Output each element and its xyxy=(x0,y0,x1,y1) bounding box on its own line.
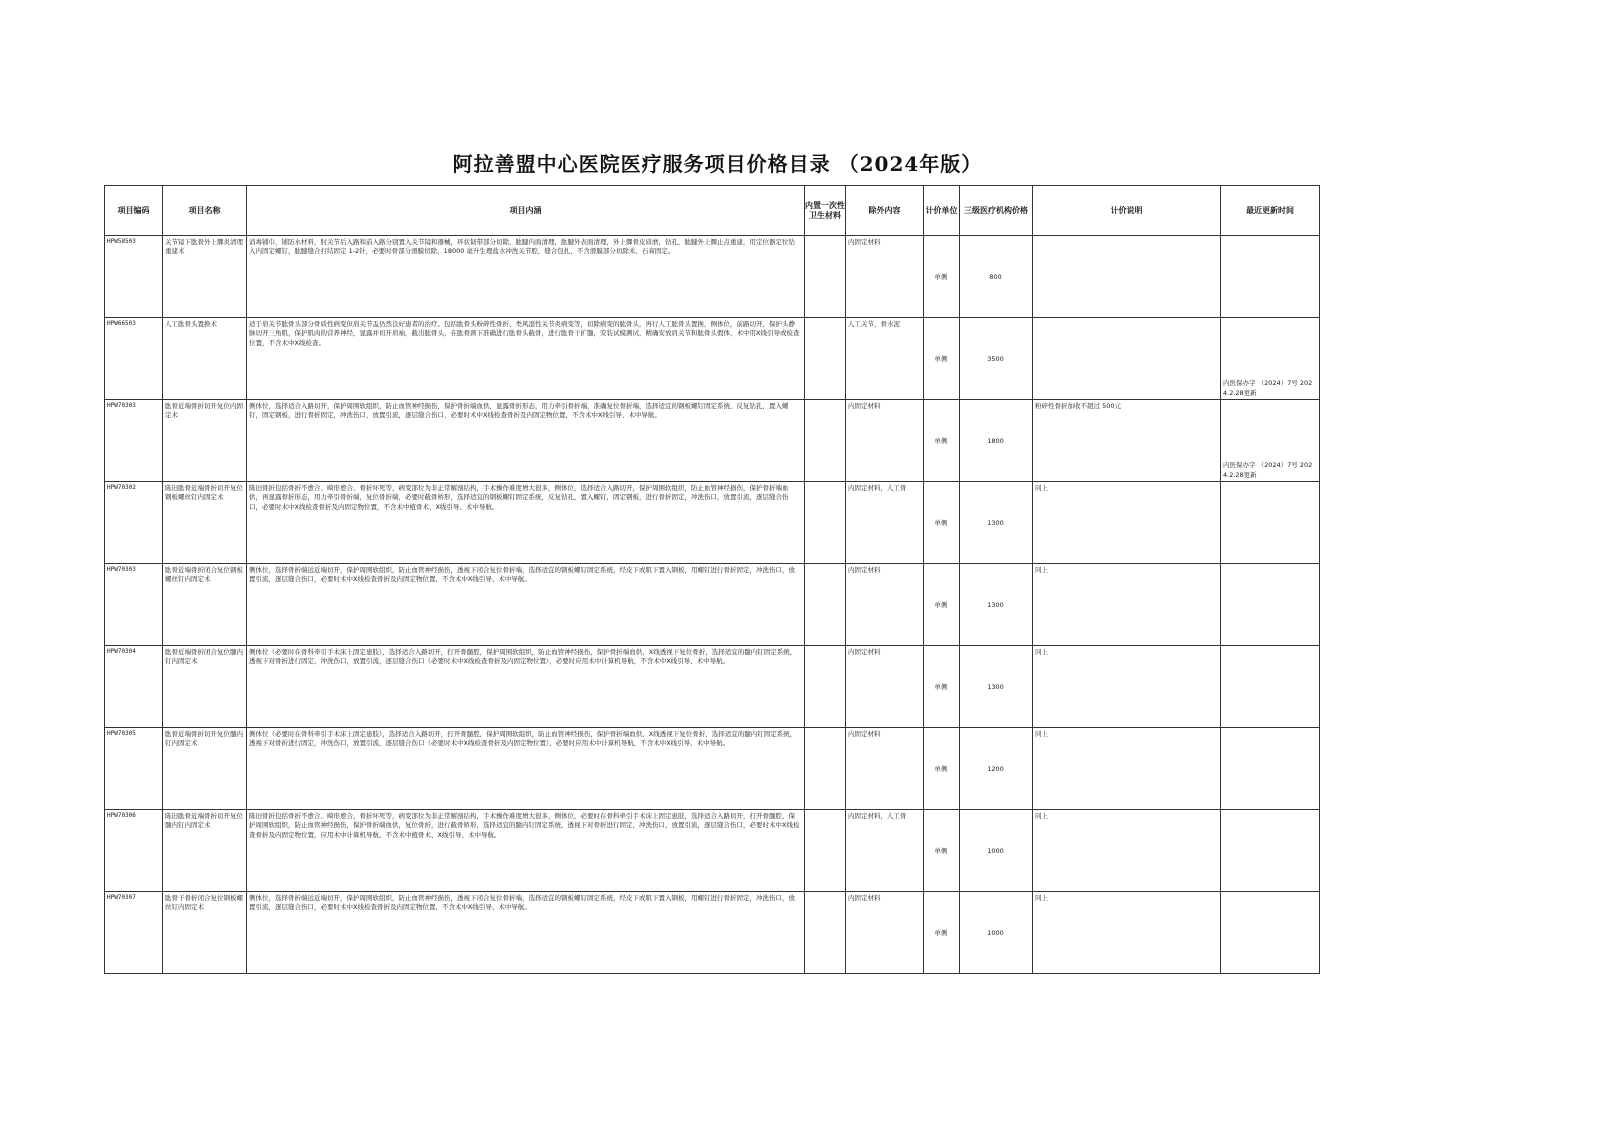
table-row xyxy=(105,892,1320,974)
item-content: 消毒铺巾，铺防水材料，肘关节后入路和前入路分别置入关节镜和器械，环状韧带部分切除，肱腱内面清理，肱腱外表面清理，外上髁骨皮质磨，钻孔，肱腱外上髁止点重建，用定位器定位钻入内固定螺钉，肱腱缝合打结固定 1-2针，必要时骨部分滑膜切除，18000 毫升生理盐水冲洗关节腔，缝合包扎，不含滑膜部分切除术、石膏固定。 xyxy=(247,236,805,318)
item-unit: 单侧 xyxy=(924,318,960,400)
header-code: 项目编码 xyxy=(105,186,163,236)
item-updated xyxy=(1221,236,1320,318)
table-row xyxy=(105,482,1320,564)
header-disposable: 内置一次性卫生材料 xyxy=(805,186,846,236)
item-code: HPW70302 xyxy=(105,482,163,564)
item-note xyxy=(1033,318,1221,400)
item-disposable xyxy=(805,892,846,974)
item-code: HPW70303 xyxy=(105,400,163,482)
item-unit: 单侧 xyxy=(924,728,960,810)
item-updated xyxy=(1221,892,1320,974)
item-updated xyxy=(1221,564,1320,646)
table-row xyxy=(105,236,1320,318)
table-row xyxy=(105,728,1320,810)
item-code: HPW70304 xyxy=(105,646,163,728)
item-name: 肱骨近端骨折切开复位髓内钉内固定术 xyxy=(163,728,247,810)
item-excluded: 内固定材料 xyxy=(846,236,924,318)
item-note: 粉碎性骨折加收不超过 500元 xyxy=(1033,400,1221,482)
item-disposable xyxy=(805,236,846,318)
item-disposable xyxy=(805,318,846,400)
item-content: 适于肩关节肱骨头部分骨质性病变但肩关节盂仍然良好患者的治疗。包括肱骨头粉碎性骨折、类风湿性关节炎病变等，切除病变的肱骨头，再行人工肱骨头置换，侧体位，前路切开，保护头静脉切开三角肌，保护肌肉的营养神经，显露并切开肩袖，截出肱骨头，在肱骨颈下准确进行肱骨头截骨，进行肱骨干扩髓，安装试模测试，精确安放肩关节和肱骨头假体，术中用X线引导或检查位置，不含术中X线检查。 xyxy=(247,318,805,400)
item-note: 同上 xyxy=(1033,646,1221,728)
item-excluded: 内固定材料，人工骨 xyxy=(846,810,924,892)
item-name: 陈旧肱骨近端骨折切开复位钢板螺丝钉内固定术 xyxy=(163,482,247,564)
table-row xyxy=(105,646,1320,728)
header-price: 三级医疗机构价格 xyxy=(960,186,1033,236)
item-unit: 单侧 xyxy=(924,564,960,646)
item-price: 1000 xyxy=(960,892,1033,974)
item-content: 侧体位，选择骨折端远近端切开，保护周围软组织，防止血管神经损伤，透视下闭合复位骨折端，选择适宜的钢板螺钉固定系统，经皮下或肌下置入钢板，用螺钉进行骨折固定，冲洗伤口，放置引流，逐层缝合伤口，必要时术中X线检查骨折及内固定物位置，不含术中X线引导、术中导航。 xyxy=(247,564,805,646)
item-unit: 单侧 xyxy=(924,646,960,728)
item-unit: 单侧 xyxy=(924,400,960,482)
table-row xyxy=(105,318,1320,400)
item-price: 3500 xyxy=(960,318,1033,400)
item-code: HPW70305 xyxy=(105,728,163,810)
item-updated xyxy=(1221,728,1320,810)
item-excluded: 内固定材料 xyxy=(846,646,924,728)
item-excluded: 内固定材料，人工骨 xyxy=(846,482,924,564)
item-code: HPW70306 xyxy=(105,810,163,892)
item-price: 1800 xyxy=(960,400,1033,482)
item-excluded: 人工关节，骨水泥 xyxy=(846,318,924,400)
item-disposable xyxy=(805,482,846,564)
item-price: 1300 xyxy=(960,482,1033,564)
item-note: 同上 xyxy=(1033,482,1221,564)
item-content: 侧体位，选择骨折端远近端切开，保护周围软组织，防止血管神经损伤，透视下闭合复位骨折端，选择适宜的钢板螺钉固定系统，经皮下或肌下置入钢板，用螺钉进行骨折固定，冲洗伤口，放置引流，逐层缝合伤口，必要时术中X线检查骨折及内固定物位置，不含术中X线引导、术中导航。 xyxy=(247,892,805,974)
item-price: 1300 xyxy=(960,646,1033,728)
header-updated: 最近更新时间 xyxy=(1221,186,1320,236)
item-name: 陈旧肱骨近端骨折切开复位髓内钉内固定术 xyxy=(163,810,247,892)
item-name: 肱骨近端骨折闭合复位髓内钉内固定术 xyxy=(163,646,247,728)
item-updated: 内医保办字 （2024）7号 2024.2.28更新 xyxy=(1221,400,1320,482)
item-content: 陈旧骨折包括骨折不愈合、畸形愈合、骨折坏死等，病变部位为非正常解剖结构，手术操作难度增大很多，侧体位，选择适合入路切开，保护周围软组织，防止血管神经损伤，保护骨折端血供，再显露骨折形态，用力牵引骨折端，复位骨折端，必要时截骨矫形，选择适宜的钢板螺钉固定系统，反复钻孔，置入螺钉，固定钢板，进行骨折固定，冲洗伤口，放置引流，逐层缝合伤口，必要时术中X线检查骨折及内固定物位置，不含术中植骨术、X线引导、术中导航。 xyxy=(247,482,805,564)
item-price: 800 xyxy=(960,236,1033,318)
header-note: 计价说明 xyxy=(1033,186,1221,236)
header-excluded: 除外内容 xyxy=(846,186,924,236)
item-name: 肱骨近端骨折闭合复位钢板螺丝钉内固定术 xyxy=(163,564,247,646)
item-excluded: 内固定材料 xyxy=(846,892,924,974)
item-disposable xyxy=(805,728,846,810)
item-content: 侧体位（必要时在骨科牵引手术床上固定患肢），选择适合入路切开，打开骨髓腔，保护周围软组织，防止血管神经损伤，保护骨折端血供，X线透视下复位骨折，选择适宜的髓内钉固定系统，透视下对骨折进行固定，冲洗伤口，放置引流，逐层缝合伤口（必要时术中X线检查骨折及内固定物位置），必要时应用术中计算机导航，不含术中X线引导、术中导航。 xyxy=(247,646,805,728)
item-unit: 单侧 xyxy=(924,482,960,564)
item-price: 1200 xyxy=(960,728,1033,810)
table-header-row xyxy=(105,186,1320,236)
table-row xyxy=(105,810,1320,892)
item-note xyxy=(1033,236,1221,318)
item-name: 肱骨干骨折闭合复位钢板螺丝钉内固定术 xyxy=(163,892,247,974)
item-updated xyxy=(1221,646,1320,728)
item-price: 1300 xyxy=(960,564,1033,646)
item-note: 同上 xyxy=(1033,810,1221,892)
item-excluded: 内固定材料 xyxy=(846,564,924,646)
table-row xyxy=(105,400,1320,482)
item-excluded: 内固定材料 xyxy=(846,728,924,810)
item-updated: 内医保办字 （2024）7号 2024.2.28更新 xyxy=(1221,318,1320,400)
item-name: 人工肱骨头置换术 xyxy=(163,318,247,400)
item-note: 同上 xyxy=(1033,728,1221,810)
item-code: HPW70307 xyxy=(105,892,163,974)
item-disposable xyxy=(805,400,846,482)
item-content: 侧体位，选择适合入路切开，保护周围软组织，防止血管神经损伤，保护骨折端血供，显露骨折形态，用力牵引骨折端，准确复位骨折端，选择适宜的钢板螺钉固定系统，反复钻孔，置入螺钉，固定钢板，进行骨折固定，冲洗伤口，放置引流，逐层缝合伤口，必要时术中X线检查骨折及内固定物位置，不含术中X线引导、术中导航。 xyxy=(247,400,805,482)
item-unit: 单侧 xyxy=(924,810,960,892)
item-disposable xyxy=(805,810,846,892)
table-row xyxy=(105,564,1320,646)
item-unit: 单侧 xyxy=(924,892,960,974)
item-content: 侧体位（必要时在骨科牵引手术床上固定患肢），选择适合入路切开，打开骨髓腔，保护周围软组织，防止血管神经损伤，保护骨折端血供，X线透视下复位骨折，选择适宜的髓内钉固定系统，透视下对骨折进行固定，冲洗伤口，放置引流，逐层缝合伤口（必要时术中X线检查骨折及内固定物位置），必要时应用术中计算机导航，不含术中X线引导、术中导航。 xyxy=(247,728,805,810)
item-note: 同上 xyxy=(1033,892,1221,974)
item-disposable xyxy=(805,564,846,646)
item-updated xyxy=(1221,810,1320,892)
item-name: 关节镜下肱骨外上髁炎清理重建术 xyxy=(163,236,247,318)
page-title: 阿拉善盟中心医院医疗服务项目价格目录 （2024年版） xyxy=(452,152,983,176)
item-note: 同上 xyxy=(1033,564,1221,646)
item-price: 1000 xyxy=(960,810,1033,892)
price-catalog-table xyxy=(104,185,1320,974)
item-code: HPW70303 xyxy=(105,564,163,646)
item-code: HPW58503 xyxy=(105,236,163,318)
item-code: HPW66503 xyxy=(105,318,163,400)
header-content: 项目内涵 xyxy=(247,186,805,236)
item-updated xyxy=(1221,482,1320,564)
header-unit: 计价单位 xyxy=(924,186,960,236)
item-excluded: 内固定材料 xyxy=(846,400,924,482)
header-name: 项目名称 xyxy=(163,186,247,236)
item-content: 陈旧骨折包括骨折不愈合、畸形愈合、骨折坏死等，病变部位为非正常解剖结构，手术操作难度增大很多，侧体位，必要时在骨科牵引手术床上固定患肢，选择适合入路切开，打开骨髓腔，保护周围软组织，防止血管神经损伤，保护骨折端血供，复位骨折，进行截骨矫形，选择适宜的髓内钉固定系统，透视下对骨折进行固定，冲洗伤口，放置引流，逐层缝合伤口，必要时术中X线检查骨折及内固定物位置，应用术中计算机导航，不含术中植骨术、X线引导、术中导航。 xyxy=(247,810,805,892)
item-name: 肱骨近端骨折切开复位内固定术 xyxy=(163,400,247,482)
item-unit: 单侧 xyxy=(924,236,960,318)
item-disposable xyxy=(805,646,846,728)
